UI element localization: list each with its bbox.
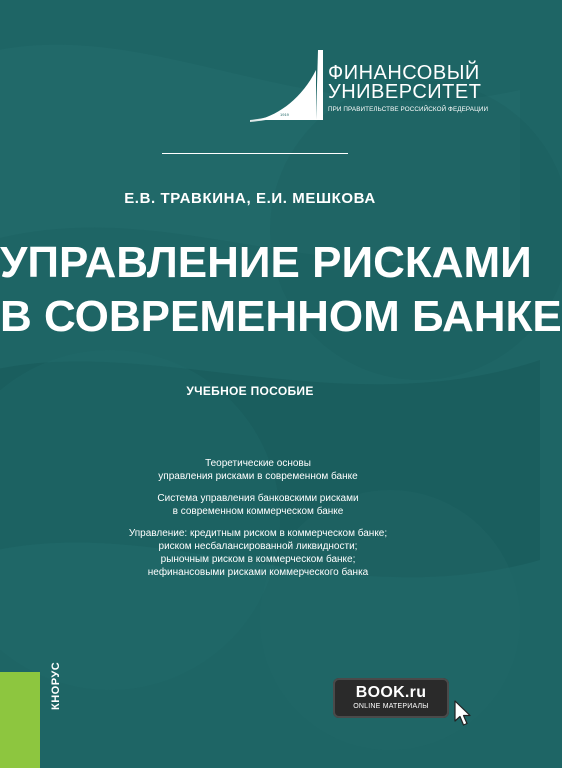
header-divider bbox=[162, 153, 348, 154]
book-title bbox=[0, 236, 562, 344]
topic-item bbox=[108, 492, 408, 518]
logo-year: 1919 bbox=[280, 112, 289, 117]
topic-line: Управление: кредитным риском в коммерческом банке; bbox=[128, 528, 388, 539]
topic-line: управления рисками в современном банке bbox=[158, 471, 358, 482]
title-line-2: В СОВРЕМЕННОМ БАНКЕ bbox=[0, 292, 562, 341]
topic-item bbox=[108, 457, 408, 483]
topic-line: Теоретические основы bbox=[205, 458, 311, 469]
bookru-badge[interactable] bbox=[333, 678, 449, 718]
university-logo-icon bbox=[250, 48, 330, 124]
topic-line: Система управления банковскими рисками bbox=[157, 493, 359, 504]
publisher-name: КНОРУС bbox=[50, 661, 62, 710]
title-line-1: УПРАВЛЕНИЕ РИСКАМИ bbox=[0, 238, 532, 287]
bookru-label: BOOK.ru bbox=[355, 684, 427, 701]
publisher-green-strip bbox=[0, 672, 40, 768]
topic-line: в современном коммерческом банке bbox=[172, 506, 344, 517]
topic-line: риском несбалансированной ликвидности; bbox=[158, 541, 358, 552]
book-authors: Е.В. ТРАВКИНА, Е.И. МЕШКОВА bbox=[124, 190, 376, 207]
university-logo-text bbox=[328, 64, 488, 113]
book-type: УЧЕБНОЕ ПОСОБИЕ bbox=[186, 384, 314, 398]
topic-line: нефинансовыми рисками коммерческого банка bbox=[147, 567, 369, 578]
logo-line-1: ФИНАНСОВЫЙ bbox=[328, 62, 480, 84]
topic-item bbox=[108, 527, 408, 579]
bookru-sublabel: ONLINE МАТЕРИАЛЫ bbox=[353, 703, 429, 710]
topics-list bbox=[108, 457, 408, 588]
logo-subtitle: ПРИ ПРАВИТЕЛЬСТВЕ РОССИЙСКОЙ ФЕДЕРАЦИИ bbox=[328, 106, 489, 113]
topic-line: рыночным риском в коммерческом банке; bbox=[160, 554, 356, 565]
mouse-pointer-icon bbox=[454, 700, 472, 728]
logo-line-2: УНИВЕРСИТЕТ bbox=[328, 81, 482, 103]
